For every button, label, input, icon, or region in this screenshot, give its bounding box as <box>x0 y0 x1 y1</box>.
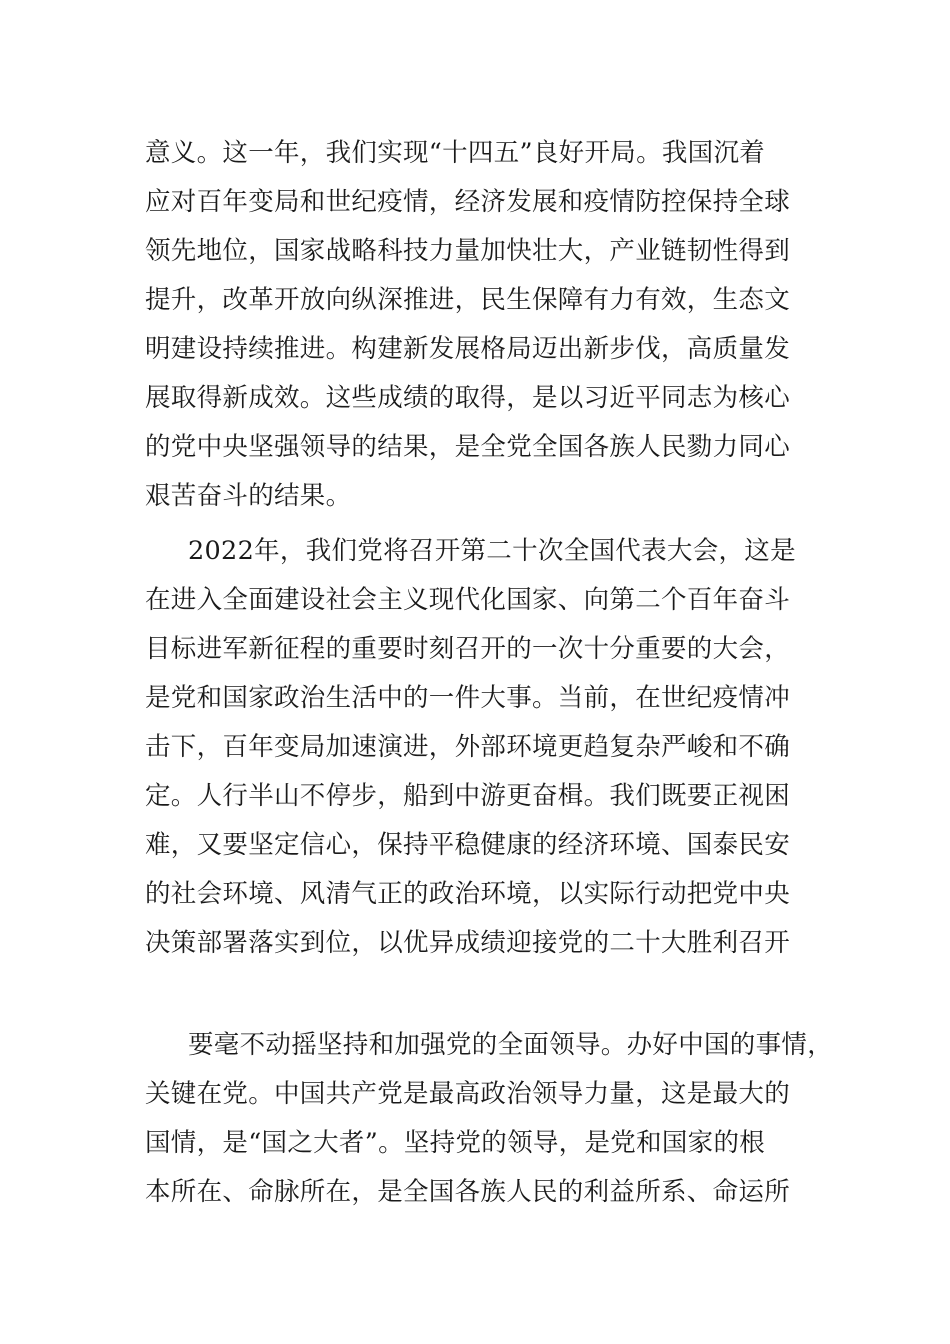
text-line: 在进入全面建设社会主义现代化国家、向第二个百年奋斗 <box>145 585 791 615</box>
text-line: 展取得新成效。这些成绩的取得，是以习近平同志为核心 <box>145 383 791 413</box>
text-line: 意义。这一年，我们实现“十四五”良好开局。我国沉着 <box>145 138 766 168</box>
text-line: 国情，是“国之大者”。坚持党的领导，是党和国家的根 <box>145 1128 766 1158</box>
text-line: 应对百年变局和世纪疫情，经济发展和疫情防控保持全球 <box>145 187 791 217</box>
text-line: 本所在、命脉所在，是全国各族人民的利益所系、命运所 <box>145 1177 791 1207</box>
paragraph-start-line: 2022年，我们党将召开第二十次全国代表大会，这是 <box>188 536 796 566</box>
text-line: 明建设持续推进。构建新发展格局迈出新步伐，高质量发 <box>145 334 791 364</box>
text-line: 难，又要坚定信心，保持平稳健康的经济环境、国泰民安 <box>145 830 791 860</box>
text-line: 是党和国家政治生活中的一件大事。当前，在世纪疫情冲 <box>145 683 791 713</box>
text-line: 领先地位，国家战略科技力量加快壮大，产业链韧性得到 <box>145 236 791 266</box>
text-line: 关键在党。中国共产党是最高政治领导力量，这是最大的 <box>145 1079 791 1109</box>
text-line: 艰苦奋斗的结果。 <box>145 481 352 511</box>
text-line: 决策部署落实到位，以优异成绩迎接党的二十大胜利召开 <box>145 928 791 958</box>
text-line: 的党中央坚强领导的结果，是全党全国各族人民勠力同心 <box>145 432 791 462</box>
text-line: 定。人行半山不停步，船到中游更奋楫。我们既要正视困 <box>145 781 791 811</box>
text-line: 的社会环境、风清气正的政治环境，以实际行动把党中央 <box>145 879 791 909</box>
text-line: 提升，改革开放向纵深推进，民生保障有力有效，生态文 <box>145 285 791 315</box>
text-line: 击下，百年变局加速演进，外部环境更趋复杂严峻和不确 <box>145 732 791 762</box>
paragraph-start-line: 要毫不动摇坚持和加强党的全面领导。办好中国的事情， <box>188 1030 834 1060</box>
text-line: 目标进军新征程的重要时刻召开的一次十分重要的大会， <box>145 634 791 664</box>
